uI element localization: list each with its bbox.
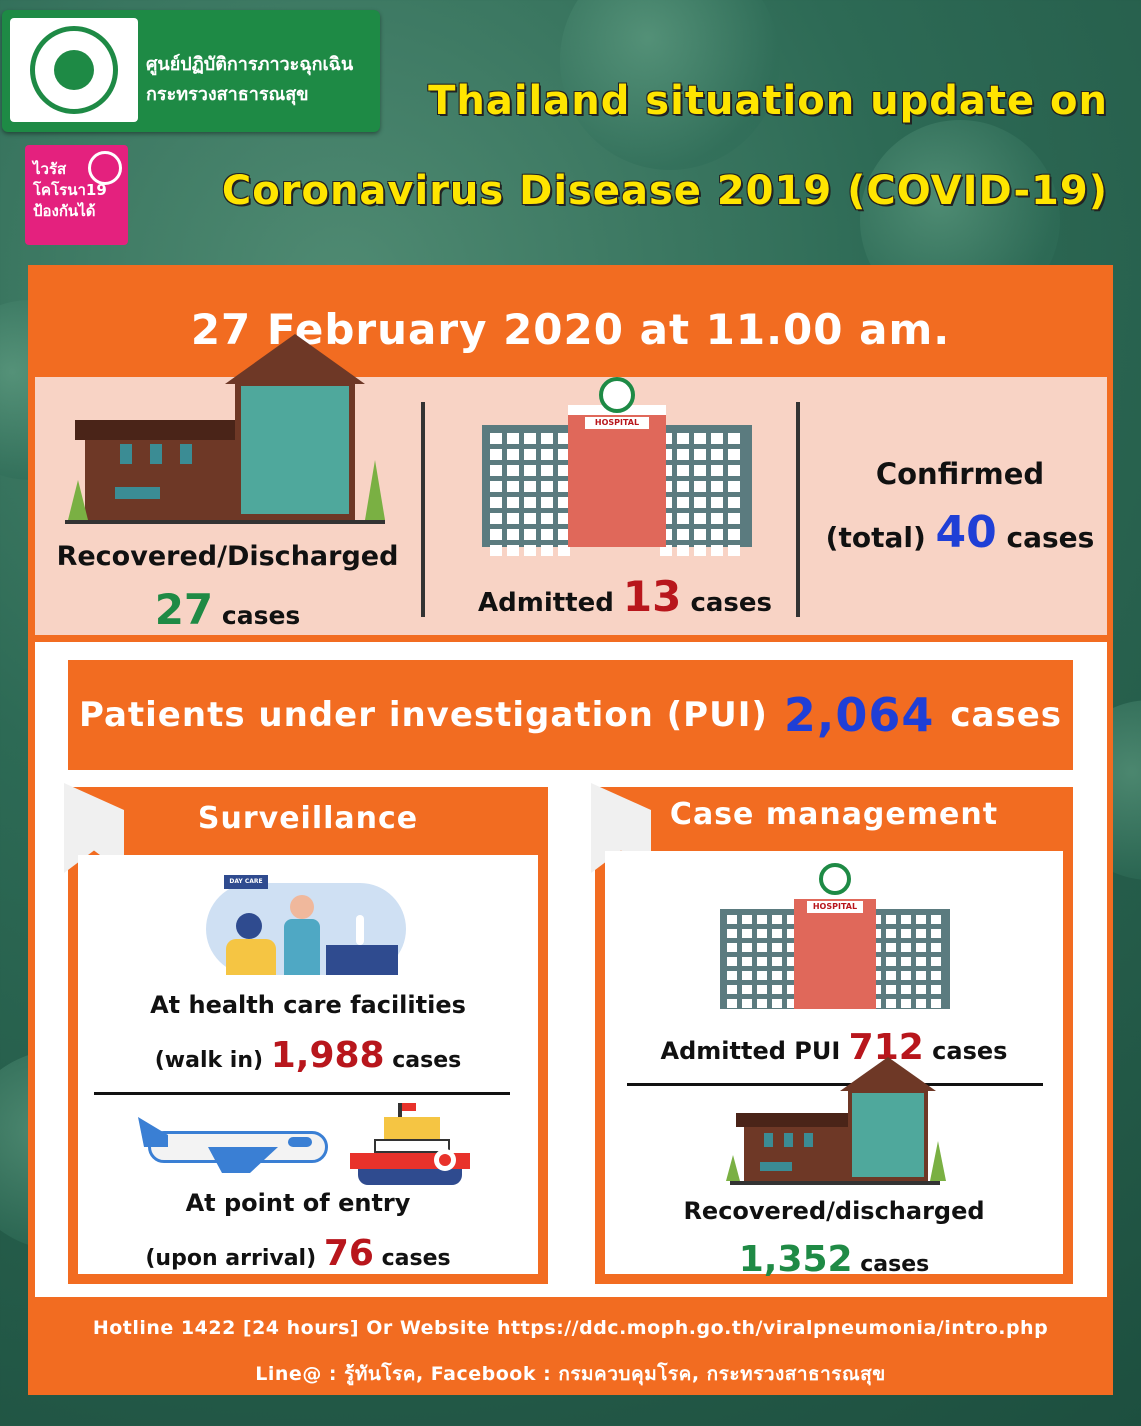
- surveillance-title: Surveillance: [197, 801, 419, 836]
- ministry-seal-icon: [819, 863, 851, 895]
- recovered-value: 27: [154, 585, 214, 634]
- confirmed-stat: [810, 507, 1110, 558]
- ministry-seal-icon: [599, 377, 635, 413]
- lifebuoy-icon: [434, 1149, 456, 1171]
- footer-hotline: Hotline 1422 [24 hours] Or Website https://ddc.moph.go.th/viralpneumonia/intro.php: [92, 1317, 1049, 1339]
- main-panel: [28, 265, 1113, 1395]
- org-name-line2: กระทรวงสาธารณสุข: [146, 84, 309, 105]
- case-management-title: Case management: [669, 797, 999, 832]
- health-facility-value: 1,988: [270, 1035, 385, 1076]
- doctor-icon: [290, 895, 314, 919]
- airplane-icon: [138, 1117, 328, 1177]
- section-divider: [627, 1083, 1043, 1086]
- confirmed-label: Confirmed: [875, 457, 1045, 491]
- confirmed-value: 40: [935, 507, 997, 558]
- report-date: 27 February 2020 at 11.00 am.: [190, 305, 951, 354]
- admitted-label: Admitted: [478, 588, 614, 618]
- title-line1: Thailand situation update on: [428, 78, 1108, 124]
- title-line2: Coronavirus Disease 2019 (COVID-19): [221, 168, 1108, 214]
- stats-divider: [421, 402, 425, 617]
- recovered-unit: cases: [221, 601, 301, 630]
- case-management-section: [595, 787, 1073, 1284]
- admitted-value: 13: [622, 572, 682, 621]
- pui-unit: cases: [950, 695, 1063, 735]
- organization-name: [146, 50, 353, 110]
- org-name-line1: ศูนย์ปฏิบัติการภาวะฉุกเฉิน: [146, 54, 354, 75]
- ministry-seal-icon: [30, 26, 118, 114]
- health-walkin-label: (walk in): [154, 1048, 264, 1073]
- campaign-line3: ป้องกันได้: [33, 202, 96, 220]
- recovered-stat: [45, 585, 410, 634]
- house-icon: [65, 392, 385, 524]
- admitted-stat: [455, 572, 795, 621]
- patient-icon: [236, 913, 262, 939]
- admitted-pui-value: 712: [848, 1027, 924, 1068]
- campaign-line1: ไวรัส: [33, 160, 67, 178]
- section-divider: [94, 1092, 510, 1095]
- point-of-entry-unit: cases: [381, 1246, 451, 1271]
- campaign-badge: [25, 145, 128, 245]
- ministry-logo-banner: [2, 10, 380, 132]
- health-facility-unit: cases: [392, 1048, 462, 1073]
- point-of-entry-value: 76: [323, 1233, 374, 1274]
- hospital-sign: HOSPITAL: [585, 417, 650, 429]
- stats-divider: [796, 402, 800, 617]
- admitted-pui-label: Admitted PUI: [660, 1037, 841, 1065]
- summary-stats: [35, 377, 1107, 635]
- entry-arrival-label: (upon arrival): [145, 1246, 317, 1271]
- admitted-pui-unit: cases: [932, 1037, 1008, 1065]
- hospital-icon: [482, 405, 752, 547]
- confirmed-total-label: (total): [825, 521, 926, 554]
- hospital-sign: HOSPITAL: [807, 901, 862, 913]
- ministry-seal-frame: [10, 18, 138, 122]
- pui-value: 2,064: [783, 688, 935, 742]
- health-facility-stat: [78, 1035, 538, 1076]
- point-of-entry-stat: [78, 1233, 518, 1274]
- recovered-label: Recovered/Discharged: [56, 541, 399, 572]
- recovered-discharged-stat: [605, 1239, 1063, 1280]
- pui-banner: [68, 660, 1073, 770]
- admitted-pui-stat: [605, 1027, 1063, 1068]
- pui-label: Patients under investigation (PUI): [78, 695, 768, 735]
- house-icon: [730, 1095, 940, 1185]
- admitted-unit: cases: [690, 588, 772, 618]
- face-mask-icon: [88, 151, 122, 185]
- confirmed-unit: cases: [1006, 521, 1095, 554]
- recovered-discharged-value: 1,352: [738, 1239, 853, 1280]
- recovered-discharged-unit: cases: [860, 1252, 930, 1277]
- day-care-sign: DAY CARE: [224, 875, 268, 889]
- health-facility-label: At health care facilities: [150, 991, 466, 1019]
- footer-social: Line@ : รู้ทันโรค, Facebook : กรมควบคุมโรค, กระทรวงสาธารณสุข: [255, 1363, 886, 1385]
- surveillance-section: [68, 787, 548, 1284]
- recovered-discharged-label: Recovered/discharged: [683, 1197, 985, 1225]
- campaign-line2: โคโรนา19: [33, 181, 107, 199]
- hospital-icon: [720, 889, 950, 1009]
- ship-icon: [350, 1103, 470, 1185]
- clinic-illustration: [206, 875, 406, 975]
- point-of-entry-label: At point of entry: [185, 1189, 411, 1217]
